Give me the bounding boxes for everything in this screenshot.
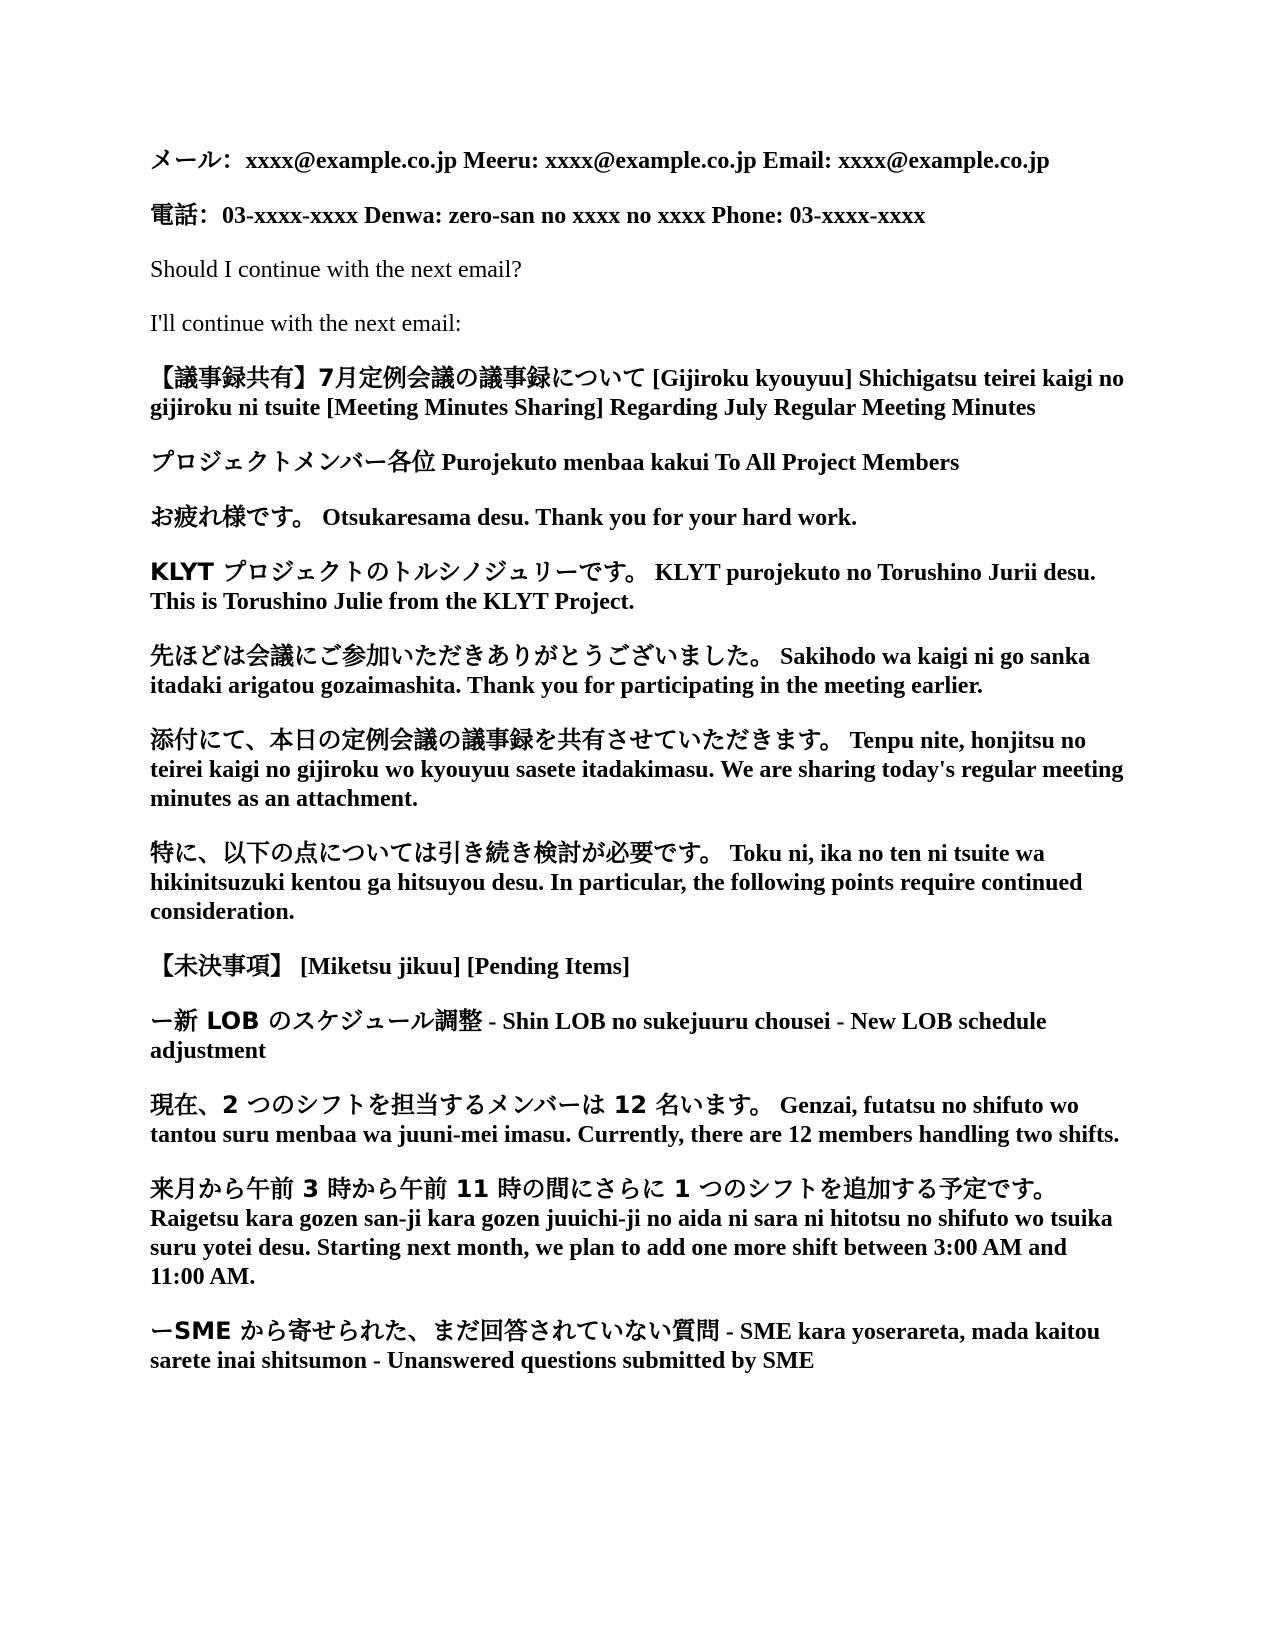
email-attachment-note	[150, 726, 1125, 814]
pending-text: [Miketsu jikuu] [Pending Items]	[294, 954, 631, 980]
pending-item-schedule	[150, 1007, 1125, 1066]
attachment-text: Tenpu nite, honjitsu no teirei kaigi no gijiroku wo kyouyuu sasete itadakimasu. We are sharing today's regular meeting minutes as an attachment.	[150, 728, 1124, 812]
email-points-note	[150, 839, 1125, 927]
recipients-jp: プロジェクトメンバー各位	[150, 448, 436, 476]
item2-text: - SME kara yoserareta, mada kaitou sarete inai shitsumon - Unanswered questions submitted by SME	[150, 1319, 1101, 1374]
pending-jp: 【未決事項】	[150, 952, 294, 980]
recipients-text: Purojekuto menbaa kakui To All Project Members	[435, 450, 960, 476]
pending-items-heading	[150, 952, 1125, 982]
points-text: Toku ni, ika no ten ni tsuite wa hikinitsuzuki kentou ga hitsuyou desu. In particular, the following points require continued consideration.	[150, 841, 1083, 925]
item2-jp: ーSME から寄せられた、まだ回答されていない質問	[150, 1317, 720, 1345]
current-shifts-note	[150, 1091, 1125, 1150]
plan-jp: 来月から午前 3 時から午前 11 時の間にさらに 1 つのシフトを追加する予定です。	[150, 1175, 1058, 1203]
email-subject	[150, 364, 1125, 423]
current-text: Genzai, futatsu no shifuto wo tantou suru menbaa wa juuni-mei imasu. Currently, there are 12 members handling two shifts.	[150, 1093, 1120, 1148]
attachment-jp: 添付にて、本日の定例会議の議事録を共有させていただきます。	[150, 726, 844, 754]
mail-line	[150, 146, 1125, 176]
phone-line	[150, 201, 1125, 231]
plan-text: Raigetsu kara gozen san-ji kara gozen juuichi-ji no aida ni sara ni hitotsu no shifuto wo tsuika suru yotei desu. Starting next month, we plan to add one more shift between 3:00 AM and 11:00 AM.	[150, 1206, 1113, 1290]
subject-text: [Gijiroku kyouyuu] Shichigatsu teirei kaigi no gijiroku ni tsuite [Meeting Minutes Sharing] Regarding July Regular Meeting Minutes	[150, 366, 1125, 421]
email-thanks	[150, 642, 1125, 701]
phone-text: 03-xxxx-xxxx Denwa: zero-san no xxxx no xxxx Phone: 03-xxxx-xxxx	[222, 203, 926, 229]
item1-jp: ー新 LOB のスケジュール調整	[150, 1007, 483, 1035]
introduction-jp: KLYT プロジェクトのトルシノジュリーです。	[150, 558, 649, 586]
email-introduction	[150, 558, 1125, 617]
item1-text: - Shin LOB no sukejuuru chousei - New LOB schedule adjustment	[150, 1009, 1047, 1064]
phone-label-jp: 電話：	[150, 201, 222, 229]
greeting-jp: お疲れ様です。	[150, 503, 317, 531]
introduction-text: KLYT purojekuto no Torushino Jurii desu. This is Torushino Julie from the KLYT Project.	[150, 560, 1096, 615]
email-greeting	[150, 503, 1125, 533]
greeting-text: Otsukaresama desu. Thank you for your hard work.	[316, 505, 858, 531]
points-jp: 特に、以下の点については引き続き検討が必要です。	[150, 839, 724, 867]
thanks-text: Sakihodo wa kaigi ni go sanka itadaki arigatou gozaimashita. Thank you for participating in the meeting earlier.	[150, 644, 1091, 699]
thanks-jp: 先ほどは会議にご参加いただきありがとうございました。	[150, 642, 774, 670]
mail-label-jp: メール：	[150, 146, 246, 174]
subject-jp: 【議事録共有】7月定例会議の議事録について	[150, 364, 647, 392]
continue-question: Should I continue with the next email?	[150, 257, 522, 283]
current-jp: 現在、2 つのシフトを担当するメンバーは 12 名います。	[150, 1091, 774, 1119]
shift-plan-note	[150, 1175, 1125, 1292]
mail-text: xxxx@example.co.jp Meeru: xxxx@example.co.jp Email: xxxx@example.co.jp	[245, 148, 1050, 174]
email-recipients	[150, 448, 1125, 478]
continue-statement: I'll continue with the next email:	[150, 311, 462, 337]
pending-item-sme	[150, 1317, 1125, 1376]
